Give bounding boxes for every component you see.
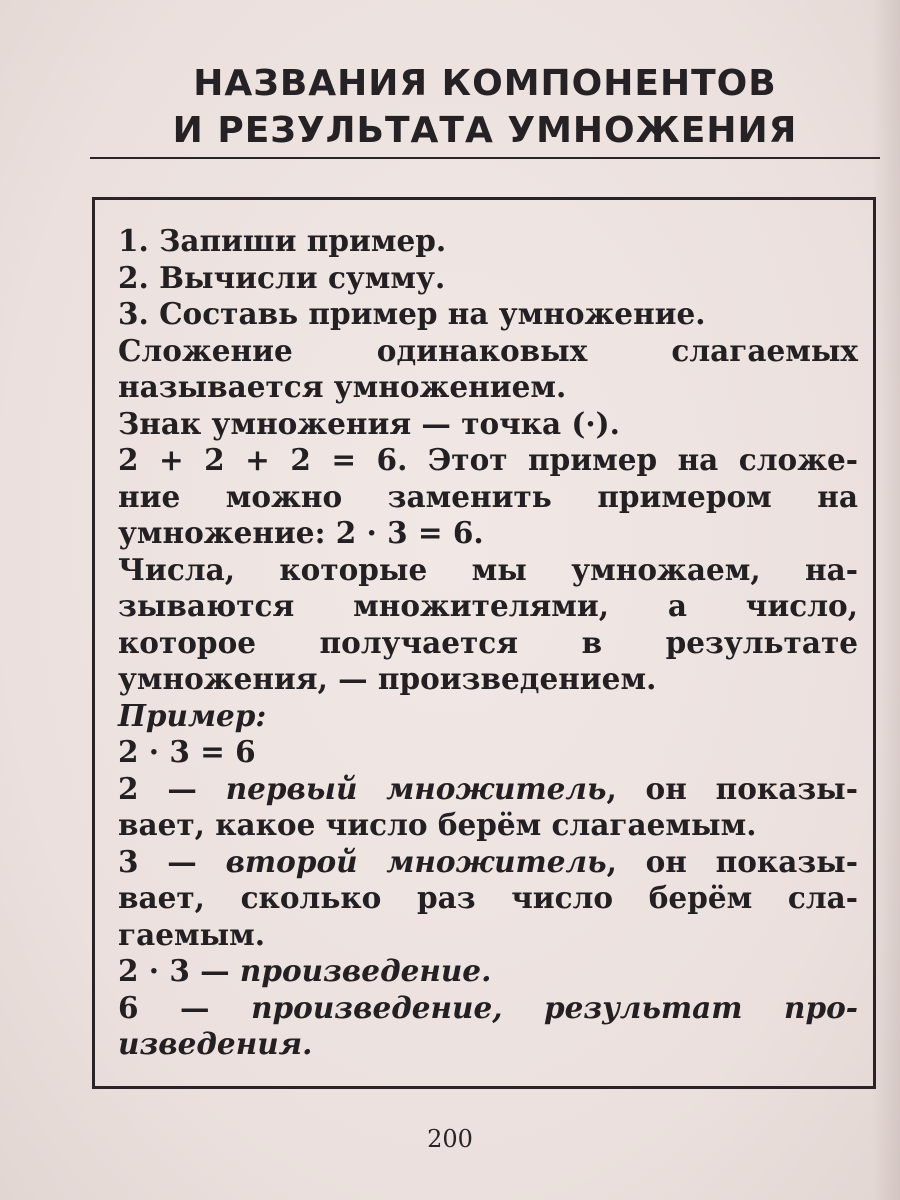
heading-divider	[90, 157, 880, 159]
rule-content	[118, 223, 858, 1063]
product-expression-number: 2 · 3 —	[118, 953, 240, 988]
factor-1-line-2: вает, какое число берём слагаемым.	[118, 807, 757, 842]
explanation-line-1: 2 + 2 + 2 = 6. Этот пример на сложе-	[118, 442, 858, 477]
step-1: 1. Запиши пример.	[118, 223, 447, 258]
explanation-line-3: умножение: 2 · 3 = 6.	[118, 515, 484, 550]
terms-line-1: Числа, которые мы умножаем, на-	[118, 551, 858, 587]
terms-line-4: умножения, — произведением.	[118, 661, 657, 696]
definition-line-1: Сложение одинаковых слагаемых	[118, 332, 858, 368]
factor-2-term: второй множитель	[225, 843, 607, 879]
terms-line-2: зываются множителями, а число,	[118, 588, 858, 623]
factor-2-line-3: гаемым.	[118, 916, 266, 952]
product-result-line-2: изведения.	[118, 1026, 313, 1061]
factor-2-number: 3 —	[118, 843, 226, 879]
terms-line-3: которое получается в результате	[118, 624, 858, 660]
heading-line-2: И РЕЗУЛЬТАТА УМНОЖЕНИЯ	[172, 110, 798, 151]
factor-1-line-1	[118, 771, 858, 808]
product-result-number: 6 —	[118, 989, 252, 1025]
factor-2-line-2: вает, сколько раз число берём сла-	[118, 880, 858, 915]
product-expression-term: произведение.	[239, 953, 492, 988]
product-result-line-1	[118, 990, 858, 1027]
factor-1-number: 2 —	[118, 770, 226, 806]
explanation-line-2: ние можно заменить примером на	[118, 478, 858, 514]
example-expression: 2 · 3 = 6	[118, 734, 256, 769]
example-label: Пример:	[118, 697, 267, 733]
heading-line-1: НАЗВАНИЯ КОМПОНЕНТОВ	[193, 63, 777, 104]
page-heading	[90, 60, 880, 154]
factor-1-rest: , он показы-	[606, 770, 858, 806]
product-expression	[118, 953, 858, 990]
multiplication-sign: Знак умножения — точка (·).	[118, 405, 620, 441]
factor-2-rest: , он показы-	[606, 843, 858, 879]
step-3: 3. Составь пример на умножение.	[118, 296, 706, 331]
product-result-term: произведение, результат про-	[251, 989, 858, 1025]
step-2: 2. Вычисли сумму.	[118, 259, 446, 295]
factor-1-term: первый множитель	[225, 770, 607, 806]
definition-line-2: называется умножением.	[118, 369, 567, 404]
spine-shadow	[872, 0, 900, 1200]
factor-2-line-1	[118, 844, 858, 881]
page-number: 200	[427, 1125, 473, 1153]
